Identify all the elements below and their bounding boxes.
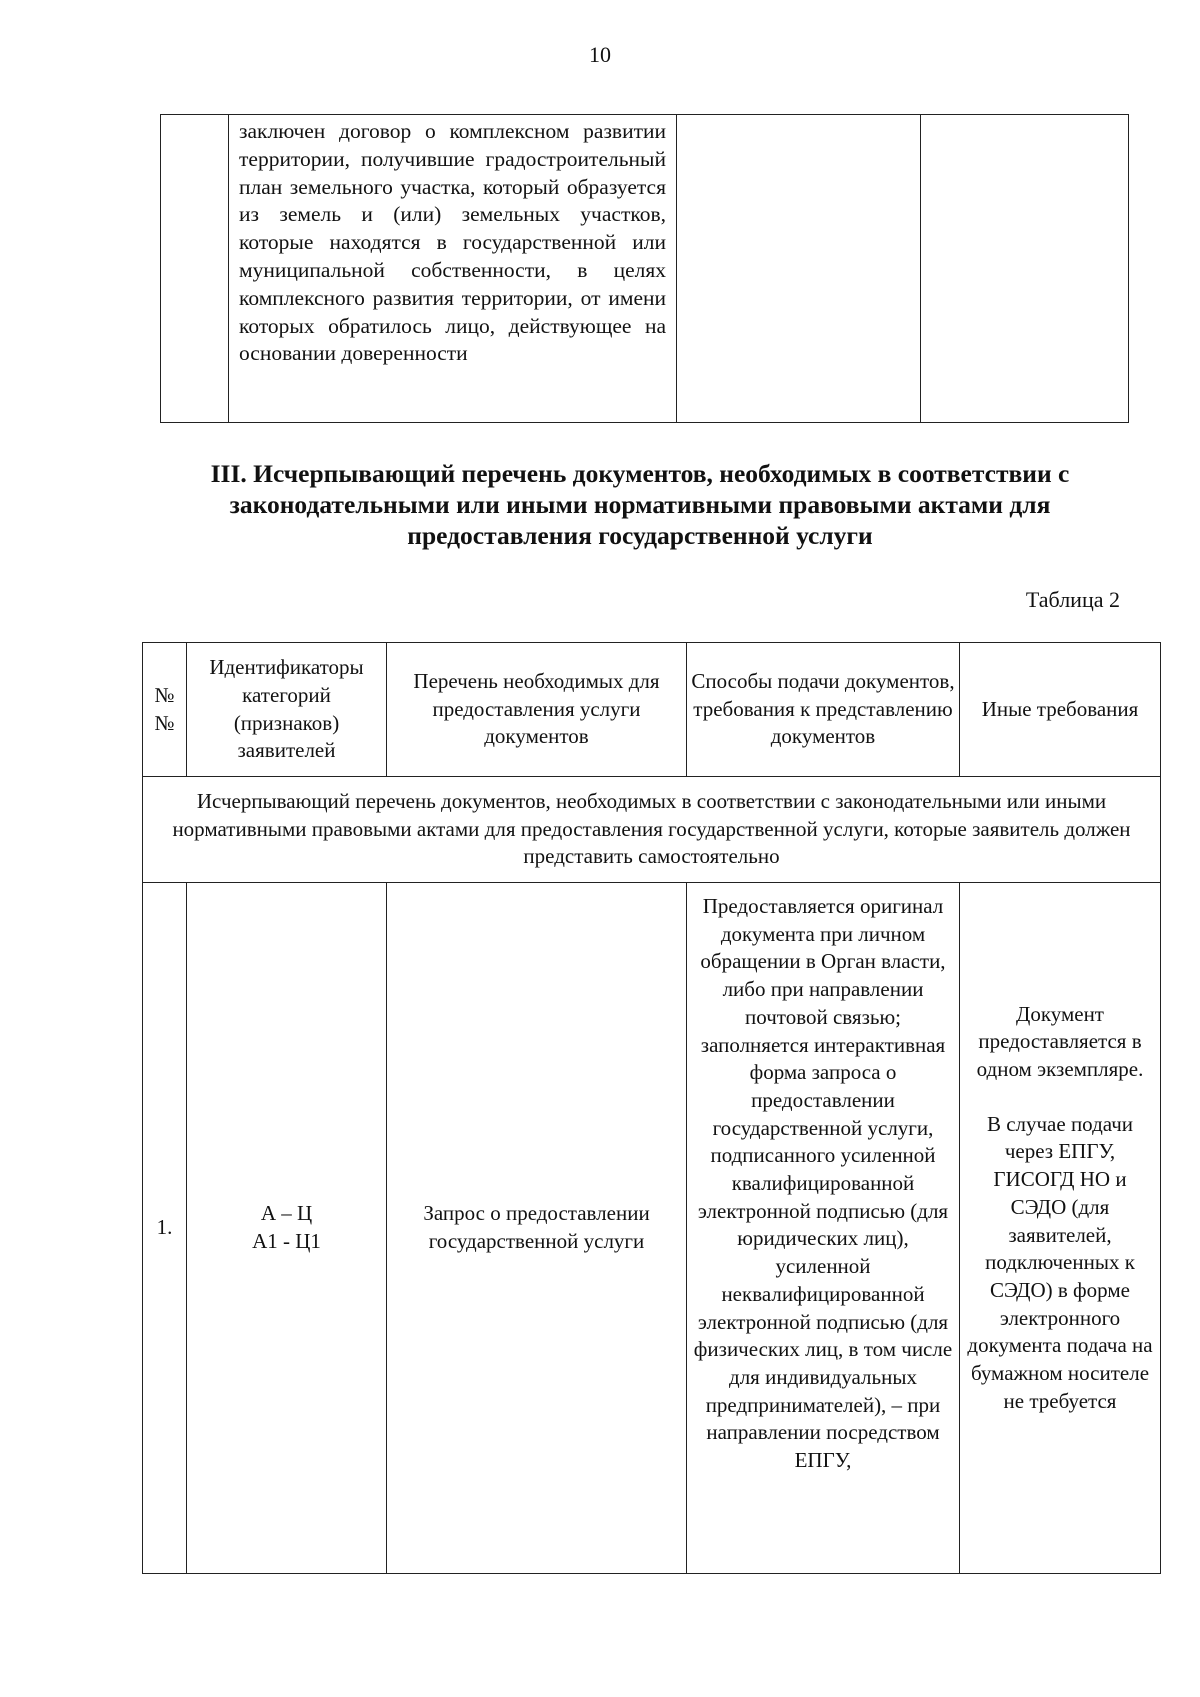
continuation-cell-num (161, 115, 229, 423)
row-other (960, 883, 1161, 1574)
table-header-row (143, 643, 1161, 777)
identifier-line: А1 - Ц1 (252, 1229, 321, 1253)
banner-cell: Исчерпывающий перечень документов, необходимых в соответствии с законодательными или иными нормативными правовыми актами для предоставления государственной услуги, которые заявитель должен представить самостоятельно (143, 777, 1161, 883)
table-row (143, 883, 1161, 1574)
header-num: № № (143, 643, 187, 777)
row-methods: Предоставляется оригинал документа при личном обращении в Орган власти, либо при направлении почтовой связью; заполняется интерактивная форма запроса о предоставлении государственной услуги, подписанного усиленной квалифицированной электронной подписью (для юридических лиц), усиленной неквалифицированной электронной подписью (для физических лиц, в том числе для индивидуальных предпринимателей), – при направлении посредством ЕПГУ, (687, 883, 960, 1574)
table-row (161, 115, 1129, 423)
continuation-cell-empty (921, 115, 1129, 423)
row-num: 1. (143, 883, 187, 1574)
row-document: Запрос о предоставлении государственной услуги (387, 883, 687, 1574)
row-identifiers (187, 883, 387, 1574)
header-identifiers: Идентификаторы категорий (признаков) заявителей (187, 643, 387, 777)
page-number: 10 (589, 42, 611, 67)
continuation-cell-category (229, 115, 677, 423)
continuation-table (160, 114, 1129, 423)
header-methods: Способы подачи документов, требования к представлению документов (687, 643, 960, 777)
table-caption: Таблица 2 (1025, 587, 1120, 612)
paragraph-gap (964, 1084, 1156, 1111)
header-other: Иные требования (960, 643, 1161, 777)
other-paragraph: В случае подачи через ЕПГУ, ГИСОГД НО и СЭДО (для заявителей, подключенных к СЭДО) в форме электронного документа подача на бумажном носителе не требуется (967, 1111, 1153, 1413)
documents-table (142, 642, 1161, 1574)
table-banner-row (143, 777, 1161, 883)
section-heading: III. Исчерпывающий перечень документов, необходимых в соответствии с законодательными или иными нормативными правовыми актами для предоставления государственной услуги (210, 459, 1070, 550)
header-documents: Перечень необходимых для предоставления услуги документов (387, 643, 687, 777)
continuation-text: заключен договор о комплексном развитии территории, получившие градостроительный план земельного участка, который образуется из земель и (или) земельных участков, которые находятся в государственной или муниципальной собственности, в целях комплексного развития территории, от имени которых обратилось лицо, действующее на основании доверенности (239, 119, 666, 366)
identifier-line: А – Ц (260, 1201, 313, 1226)
other-paragraph: Документ предоставляется в одном экземпляре. (976, 1001, 1144, 1081)
continuation-cell-empty (677, 115, 921, 423)
